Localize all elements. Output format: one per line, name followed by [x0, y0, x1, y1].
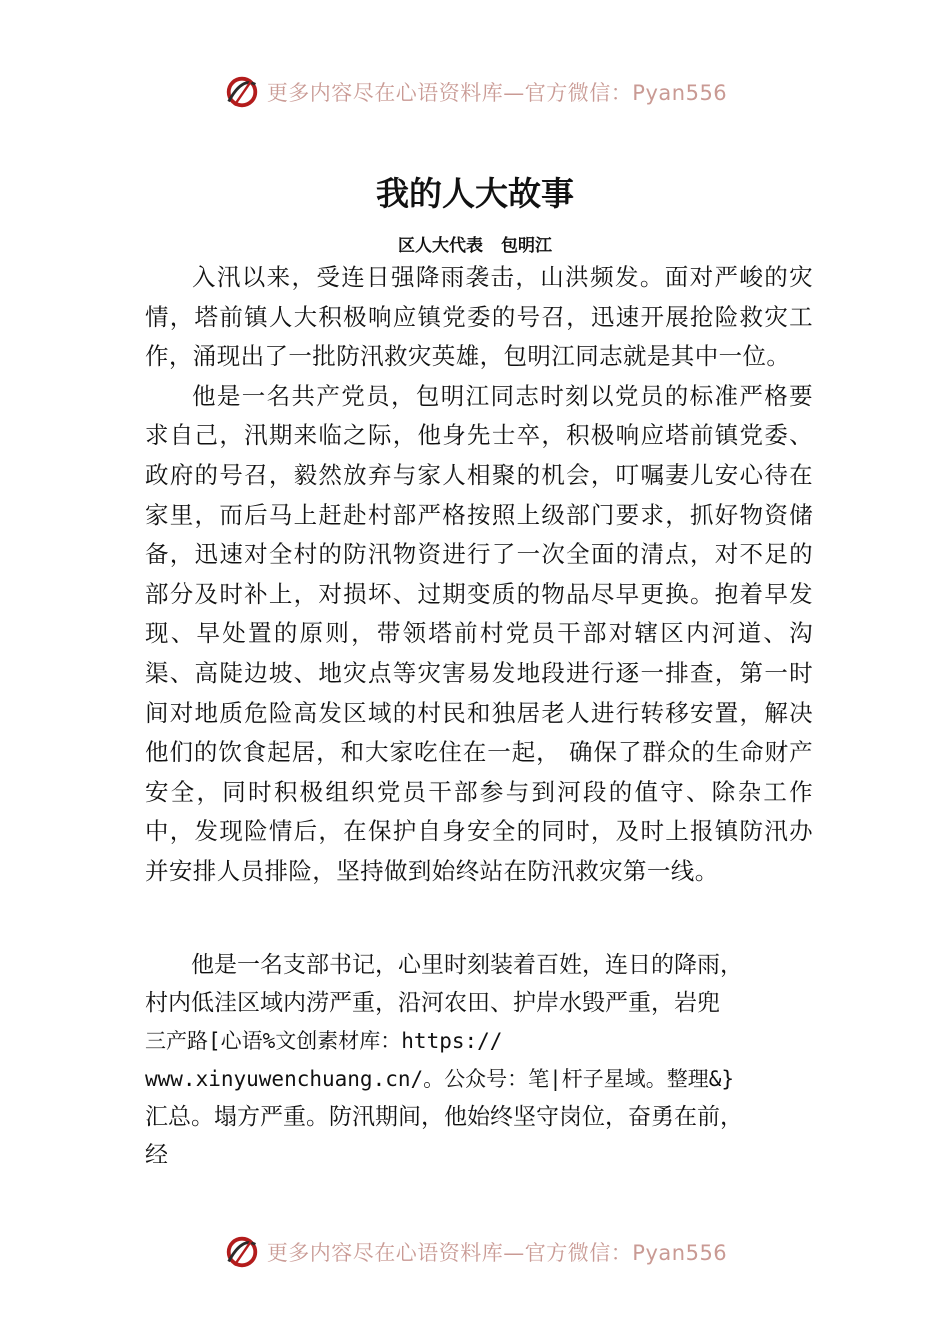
tail-line: 三产路[心语%文创素材库：https:// — [145, 1029, 503, 1053]
tail-line: 汇总。塌方严重。防汛期间，他始终坚守岗位，奋勇在前， — [145, 1104, 743, 1130]
footer-banner — [0, 1230, 950, 1274]
tail-line: 经 — [145, 1142, 168, 1168]
brand-logo-icon — [223, 1233, 261, 1271]
header-banner-text: 更多内容尽在心语资料库—官方微信：Pyan556 — [266, 81, 728, 105]
tail-line: www.xinyuwenchuang.cn/。公众号：笔|杆子星域。整理&} — [145, 1067, 735, 1091]
tail-line: 他是一名支部书记，心里时刻装着百姓，连日的降雨， — [191, 952, 743, 978]
tail-line: 村内低洼区域内涝严重，沿河农田、护岸水毁严重，岩兜 — [145, 990, 720, 1016]
author-line — [0, 231, 950, 256]
brand-logo-icon — [223, 73, 261, 111]
paragraph: 他是一名共产党员，包明江同志时刻以党员的标准严格要求自己，汛期来临之际，他身先士卒，积极响应塔前镇党委、政府的号召，毅然放弃与家人相聚的机会，叮嘱妻儿安心待在家里，而后马上赶赴村部严格按照上级部门要求，抓好物资储备，迅速对全村的防汛物资进行了一次全面的清点，对不足的部分及时补上，对损坏、过期变质的物品尽早更换。抱着早发现、早处置的原则，带领塔前村党员干部对辖区内河道、沟渠、高陡边坡、地灾点等灾害易发地段进行逐一排查，第一时间对地质危险高发区域的村民和独居老人进行转移安置，解决他们的饮食起居，和大家吃住在一起， 确保了群众的生命财产安全，同时积极组织党员干部参与到河段的值守、除杂工作中，发现险情后，在保护自身安全的同时，及时上报镇防汛办并安排人员排险，坚持做到始终站在防汛救灾第一线。 — [145, 381, 813, 885]
document-title: 我的人大故事 — [376, 174, 574, 213]
author-name: 包明江 — [501, 236, 552, 256]
footer-banner-text: 更多内容尽在心语资料库—官方微信：Pyan556 — [266, 1241, 728, 1265]
header-banner — [0, 70, 950, 114]
author-role: 区人大代表 — [398, 236, 483, 256]
tail-text — [145, 946, 825, 1174]
document-body — [145, 258, 813, 892]
paragraph: 入汛以来，受连日强降雨袭击，山洪频发。面对严峻的灾情，塔前镇人大积极响应镇党委的号召，迅速开展抢险救灾工作，涌现出了一批防汛救灾英雄，包明江同志就是其中一位。 — [145, 263, 813, 371]
